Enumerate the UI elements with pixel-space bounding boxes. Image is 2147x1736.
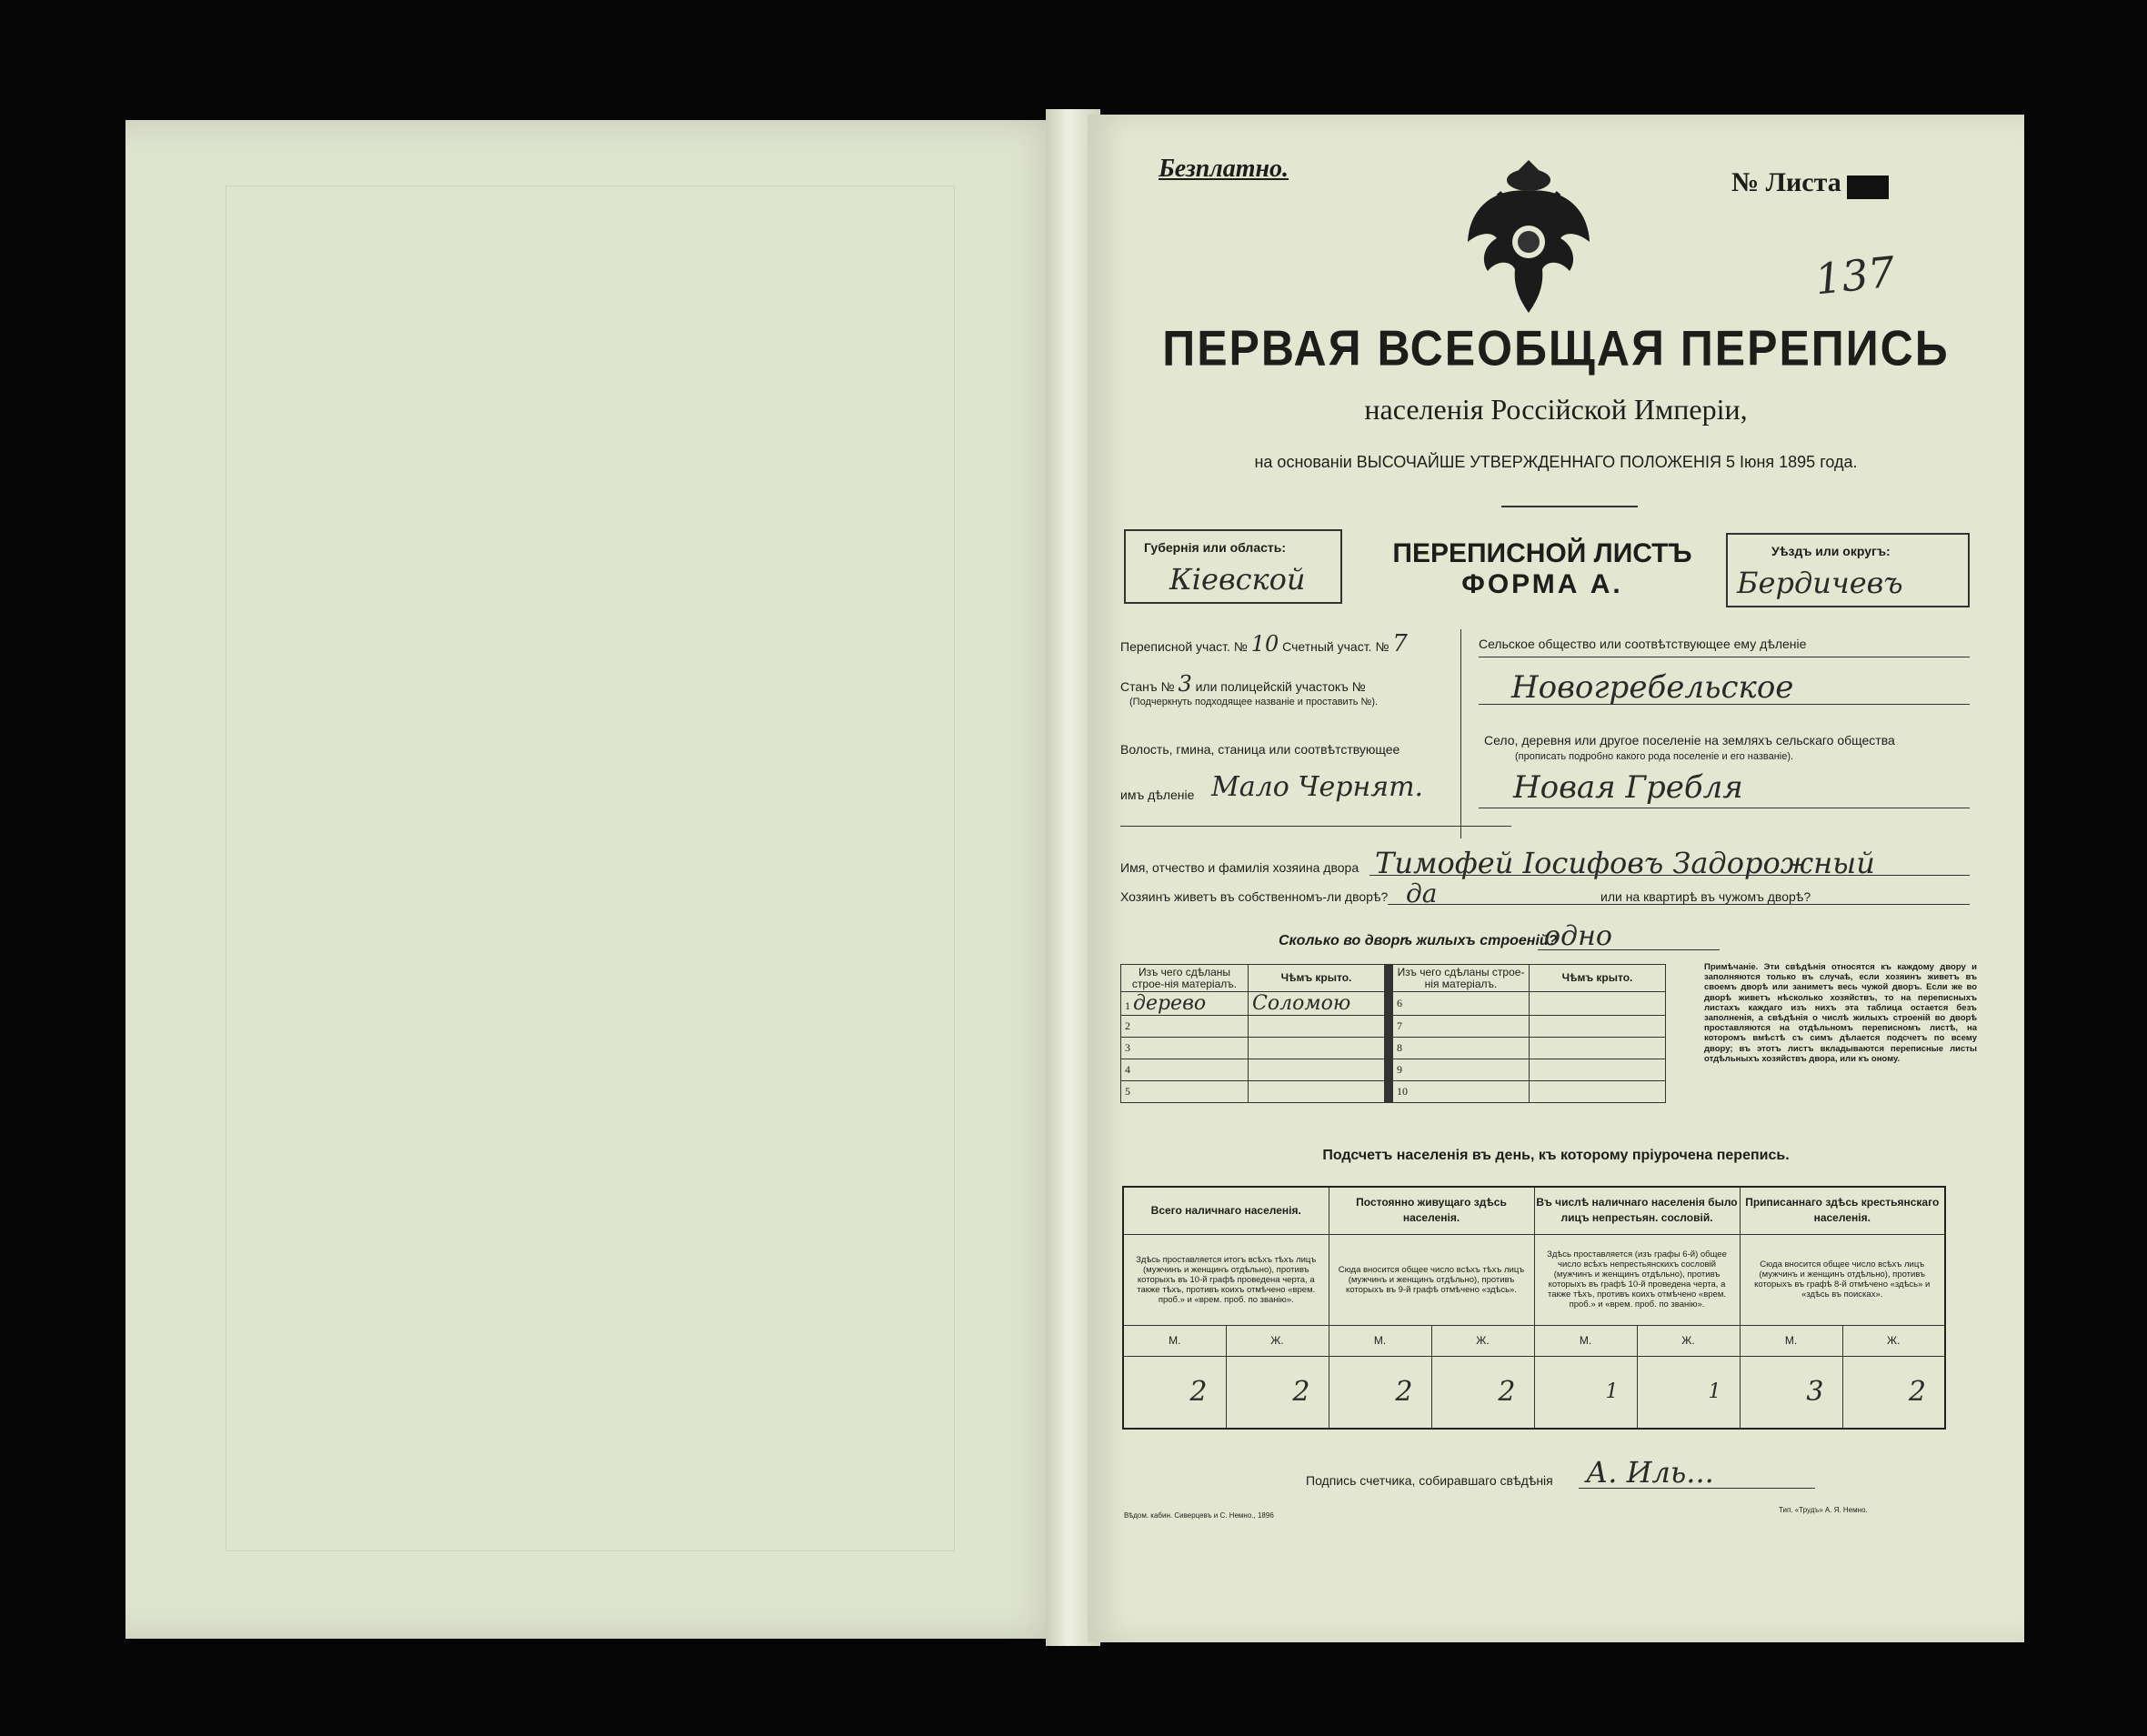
signature-value: А. Иль... xyxy=(1586,1455,1714,1490)
group-desc: Здѣсь проставляется итогъ всѣхъ тѣхъ лицъ (мужчинъ и женщинъ отдѣльно), противъ которыхъ въ 10-й графѣ проведена черта, а также тѣхъ, противъ коихъ отмѣчено «врем. проб.» и «врем. проб. по званію». xyxy=(1123,1234,1329,1325)
double-headed-eagle-emblem xyxy=(1460,151,1597,319)
province-value: Кіевской xyxy=(1169,562,1306,597)
province-box xyxy=(1124,529,1342,604)
row-number: 8 xyxy=(1393,1038,1530,1059)
table-row: 3 xyxy=(1121,1038,1249,1059)
count-value: 2 xyxy=(1329,1356,1431,1429)
society-label: Сельское общество или соотвѣтствующее ему дѣленіе xyxy=(1479,637,1807,651)
group-title: Всего наличнаго населенія. xyxy=(1123,1187,1329,1234)
summary-table xyxy=(1122,1186,1946,1430)
archive-number: 137 xyxy=(1812,246,1898,305)
summary-grid xyxy=(1122,1186,1946,1430)
col-material-header-2: Изъ чего сдѣланы строе-нія матеріалъ. xyxy=(1393,965,1530,992)
group-desc: Здѣсь проставляется (изъ графы 6-й) общее число всѣхъ непрестьянскихъ сословій (мужчинъ и женщинъ отдѣльно), противъ которыхъ въ графѣ 10-й проведена черта, а также тѣхъ, противъ коихъ отмѣчено «врем. проб.» и «врем. проб. по званію». xyxy=(1534,1234,1740,1325)
sheet-number-label: № Листа xyxy=(1731,167,1841,197)
apartment-label: или на квартирѣ въ чужомъ дворѣ? xyxy=(1600,889,1811,904)
sex-label: М. xyxy=(1123,1325,1226,1356)
col-roof-header: Чѣмъ крыто. xyxy=(1249,965,1385,992)
form-letter: ФОРМА А. xyxy=(1461,569,1623,599)
volost-value: Мало Чернят. xyxy=(1211,771,1424,803)
left-blank-page xyxy=(125,120,1071,1639)
district-value: Бердичевъ xyxy=(1737,566,1903,600)
stan-value: 3 xyxy=(1178,671,1192,697)
volost-underline xyxy=(1120,826,1511,827)
police-label: или полицейскій участокъ № xyxy=(1195,679,1366,694)
census-section-value: 10 xyxy=(1250,631,1279,657)
sex-label: Ж. xyxy=(1226,1325,1329,1356)
row-number: 7 xyxy=(1393,1016,1530,1038)
district-label: Уѣздъ или округъ: xyxy=(1771,544,1891,558)
volost-label: Волость, гмина, станица или соотвѣтствующее xyxy=(1120,742,1400,757)
summary-title: Подсчетъ населенія въ день, къ которому пріурочена перепись. xyxy=(1322,1148,1790,1163)
sex-label: Ж. xyxy=(1842,1325,1945,1356)
roof-cell: Соломою xyxy=(1249,992,1385,1016)
signature-underline xyxy=(1579,1488,1815,1489)
table-row: 2 xyxy=(1121,1016,1249,1038)
village-note: (прописать подробно какого рода поселеніе и его названіе). xyxy=(1515,751,1794,762)
village-label: Село, деревня или другое поселеніе на земляхъ сельскаго общества xyxy=(1484,733,1895,748)
form-title: ПЕРЕПИСНОЙ ЛИСТЪ xyxy=(1392,538,1692,568)
table-row: 4 xyxy=(1121,1059,1249,1081)
signature-label: Подпись счетчика, собиравшаго свѣдѣнія xyxy=(1306,1473,1553,1488)
group-title: Въ числѣ наличнаго населенія было лицъ непрестьян. сословій. xyxy=(1534,1187,1740,1234)
village-value: Новая Гребля xyxy=(1513,769,1743,806)
buildings-value: одно xyxy=(1544,920,1612,952)
row-number: 9 xyxy=(1393,1059,1530,1081)
own-yard-value: да xyxy=(1406,878,1438,908)
field-column-divider xyxy=(1460,629,1461,838)
district-box xyxy=(1726,533,1970,607)
society-underline xyxy=(1479,704,1970,705)
buildings-underline xyxy=(1538,949,1720,950)
redaction-block xyxy=(1847,176,1889,199)
count-value: 2 xyxy=(1226,1356,1329,1429)
province-label: Губернія или область: xyxy=(1144,540,1287,555)
counting-section-label: Счетный участ. № xyxy=(1282,639,1390,654)
title-divider xyxy=(1501,506,1638,507)
count-value: 1 xyxy=(1637,1356,1740,1429)
census-section-label: Переписной участ. № xyxy=(1120,639,1248,654)
census-section-field xyxy=(1120,630,1408,657)
group-desc: Сюда вносится общее число всѣхъ лицъ (мужчинъ и женщинъ отдѣльно), противъ которыхъ въ графѣ 8-й отмѣчено «здѣсь» и «здѣсь въ поисках». xyxy=(1740,1234,1945,1325)
group-title: Постоянно живущаго здѣсь населенія. xyxy=(1329,1187,1534,1234)
count-value: 2 xyxy=(1123,1356,1226,1429)
note-text: Примѣчаніе. Эти свѣдѣнія относятся къ каждому двору и заполняются только въ случаѣ, если хозяинъ живетъ въ своемъ дворѣ или заниметъ весь чужой дворъ. Если же во дворѣ живетъ нѣсколько хозяйствъ, то на переписныхъ листахъ каждаго изъ нихъ эта таблица остается безъ заполненія, а свѣдѣнія о числѣ жилыхъ строеній во дворѣ проставляются на отдѣльномъ переписномъ листѣ, на которомъ вмѣстѣ съ симъ дѣлается подсчетъ по всему двору; въ этотъ листъ вкладываются переписные листы отдѣльныхъ хозяйствъ двора, или къ оному. xyxy=(1704,962,1977,1064)
table-divider xyxy=(1385,965,1393,992)
left-page-faint-frame xyxy=(226,186,955,1551)
count-value: 2 xyxy=(1842,1356,1945,1429)
count-value: 3 xyxy=(1740,1356,1842,1429)
census-subtitle: населенія Россійской Имперіи, xyxy=(1364,393,1748,426)
census-basis: на основаніи ВЫСОЧАЙШЕ УТВЕРЖДЕННАГО ПОЛОЖЕНІЯ 5 Іюня 1895 года. xyxy=(1254,453,1858,471)
table-row: 1 дерево xyxy=(1121,992,1249,1016)
printer-right: Тип. «Трудъ» А. Я. Немно. xyxy=(1779,1506,1868,1514)
free-label: Безплатно. xyxy=(1159,155,1289,183)
buildings-grid xyxy=(1120,964,1666,1103)
group-title: Приписаннаго здѣсь крестьянскаго населенія. xyxy=(1740,1187,1945,1234)
owner-name-underline xyxy=(1369,875,1970,876)
own-yard-label: Хозяинъ живетъ въ собственномъ-ли дворѣ? xyxy=(1120,889,1389,904)
row-number: 10 xyxy=(1393,1081,1530,1103)
society-value: Новогребельское xyxy=(1511,669,1794,706)
sex-label: Ж. xyxy=(1637,1325,1740,1356)
row-number: 6 xyxy=(1393,992,1530,1016)
sheet-number xyxy=(1731,167,1889,199)
count-value: 2 xyxy=(1431,1356,1534,1429)
sex-label: М. xyxy=(1740,1325,1842,1356)
printer-left: Вѣдом. кабин. Сиверцевъ и С. Немно., 1896 xyxy=(1124,1511,1274,1520)
buildings-label: Сколько во дворѣ жилыхъ строеній? xyxy=(1279,933,1558,948)
census-main-title: ПЕРВАЯ ВСЕОБЩАЯ ПЕРЕПИСЬ xyxy=(1162,320,1950,376)
group-desc: Сюда вносится общее число всѣхъ тѣхъ лицъ (мужчинъ и женщинъ отдѣльно), противъ которыхъ въ 9-й графѣ отмѣчено «здѣсь». xyxy=(1329,1234,1534,1325)
count-value: 1 xyxy=(1534,1356,1637,1429)
col-roof-header-2: Чѣмъ крыто. xyxy=(1530,965,1666,992)
buildings-table xyxy=(1120,964,1666,1103)
sex-label: Ж. xyxy=(1431,1325,1534,1356)
sex-label: М. xyxy=(1534,1325,1637,1356)
table-row: 5 xyxy=(1121,1081,1249,1103)
owner-name-value: Тимофей Іосифовъ Задорожный xyxy=(1375,846,1875,880)
counting-section-value: 7 xyxy=(1392,630,1408,657)
own-yard-underline xyxy=(1388,904,1970,905)
stan-label: Станъ № xyxy=(1120,679,1175,694)
police-note: (Подчеркнуть подходящее названіе и проставить №). xyxy=(1129,697,1379,707)
col-material-header: Изъ чего сдѣланы строе-нія матеріалъ. xyxy=(1121,965,1249,992)
census-form-page xyxy=(1088,115,2024,1642)
sex-label: М. xyxy=(1329,1325,1431,1356)
stan-field xyxy=(1120,671,1366,697)
volost-label-2: имъ дѣленіе xyxy=(1120,788,1195,802)
owner-name-label: Имя, отчество и фамилія хозяина двора xyxy=(1120,860,1359,875)
